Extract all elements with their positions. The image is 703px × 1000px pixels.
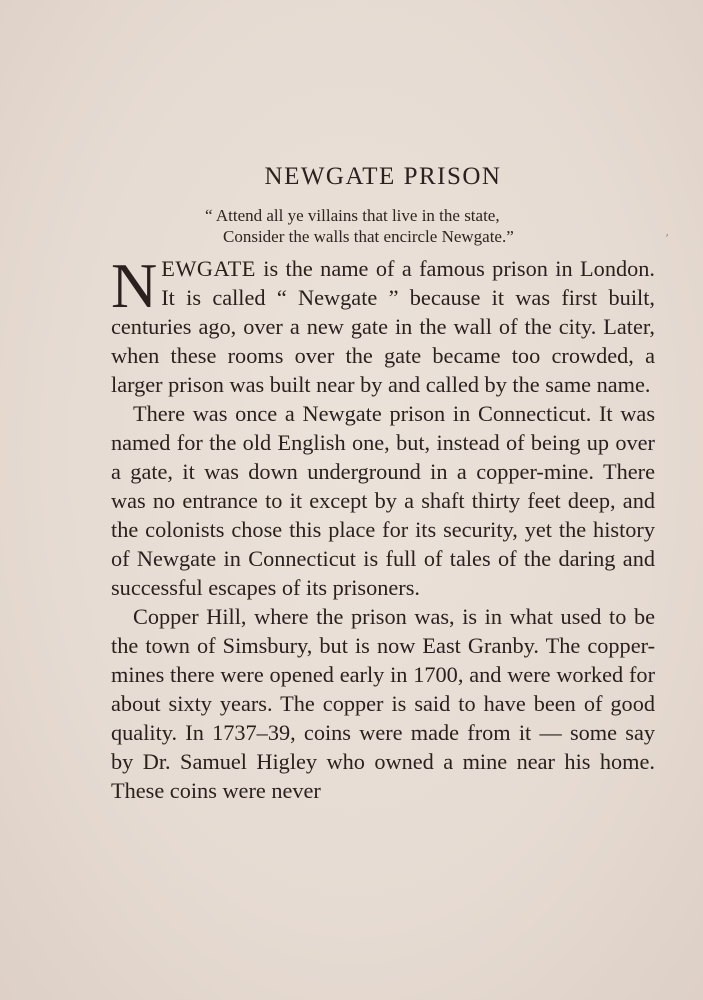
epigraph-line-1: “ Attend all ye villains that live in the state, [205,206,500,225]
epigraph [205,205,545,247]
body-text [111,250,655,805]
drop-cap: N [111,250,158,321]
lead-word: EWGATE [161,256,256,281]
paragraph-1-text: is the name of a famous prison in London. It is called “ Newgate ” because it was first built, centuries ago, over a new gate in the wall of the city. Later, when these rooms over the gate became too crowded, a larger prison was built near by and called by the same name. [111,256,655,397]
paragraph-3: Copper Hill, where the prison was, is in what used to be the town of Simsbury, but is now East Granby. The copper-mines there were opened early in 1700, and were worked for about sixty years. The copper is said to have been of good quality. In 1737–39, coins were made from it — some say by Dr. Samuel Higley who owned a mine near his home. These coins were never [111,604,655,803]
chapter-title: NEWGATE PRISON [264,163,502,190]
paragraph-1 [111,250,655,399]
paper-speck: ’ [665,232,669,246]
epigraph-line-2: Consider the walls that encircle Newgate.” [223,227,514,246]
paragraph-2: There was once a Newgate prison in Connecticut. It was named for the old English one, but, instead of being up over a gate, it was down underground in a copper-mine. There was no entrance to it except by a shaft thirty feet deep, and the colonists chose this place for its security, yet the history of Newgate in Connecticut is full of tales of the daring and successful escapes of its prisoners. [111,401,655,600]
